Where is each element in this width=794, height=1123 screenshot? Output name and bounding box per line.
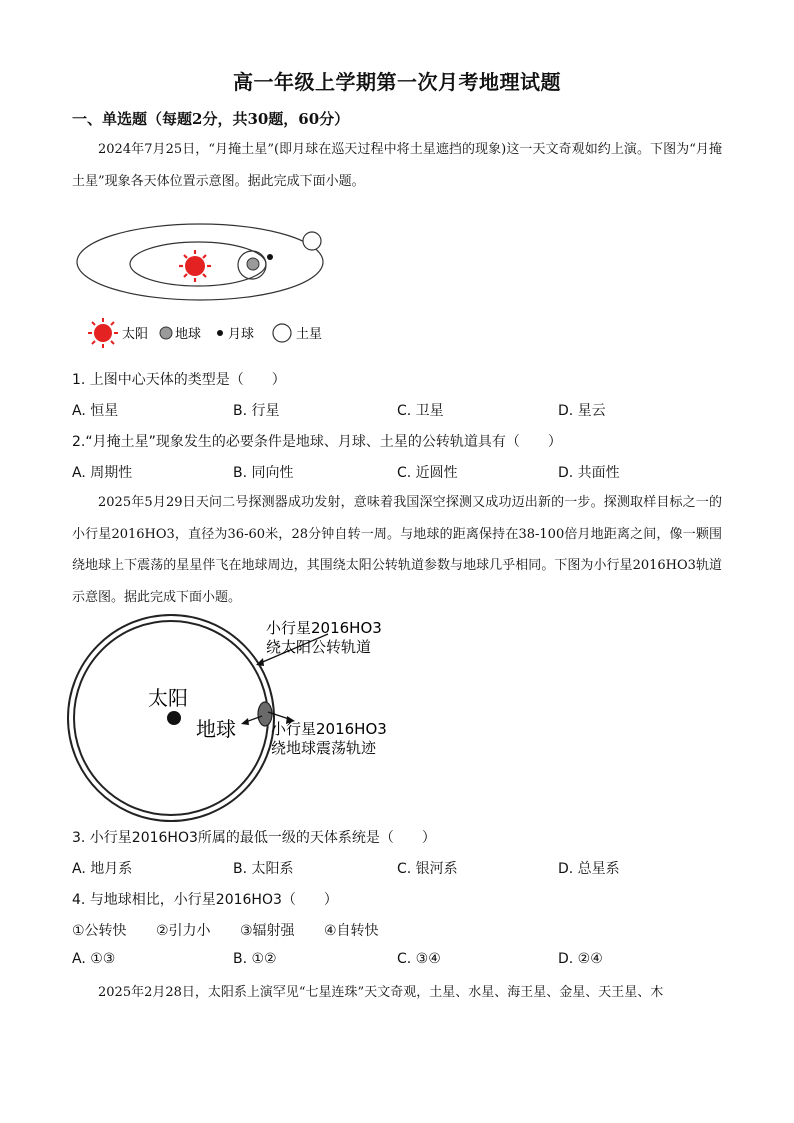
- q4-item-1: ①公转快: [72, 923, 127, 939]
- q4-item-3: ③辐射强: [240, 923, 295, 939]
- earth-pointer-arrowhead: [241, 718, 249, 725]
- legend: [88, 318, 322, 348]
- q3-option-a[interactable]: A. 地月系: [72, 861, 133, 877]
- q2-option-a[interactable]: A. 周期性: [72, 465, 133, 481]
- passage-3: 2025年2月28日，太阳系上演罕见“七星连珠”天文奇观，土星、水星、海王星、金星、天王星、木: [98, 985, 664, 1000]
- q2-option-d[interactable]: D. 共面性: [558, 465, 620, 481]
- q4-item-2: ②引力小: [156, 923, 211, 939]
- legend-earth-icon: [160, 327, 172, 339]
- legend-moon-label: 月球: [228, 327, 255, 342]
- q4-option-a[interactable]: A. ①③: [72, 951, 116, 967]
- label-earth: 地球: [196, 717, 236, 741]
- asteroid-oscillation-ellipse: [258, 702, 272, 726]
- q3-option-d[interactable]: D. 总星系: [558, 861, 620, 877]
- q2-option-b[interactable]: B. 同向性: [233, 465, 294, 481]
- legend-sun-icon: [88, 318, 118, 348]
- legend-saturn-label: 土星: [296, 327, 323, 342]
- passage-2: 2025年5月29日天问二号探测器成功发射，意味着我国深空探测又成功迈出新的一步。探测取样目标之一的小行星2016HO3，直径为36-60米，28分钟自转一周。与地球的距离保持在38-100倍月地距离之间，像一颗围绕地球上下震荡的星星伴飞在地球周边，其围绕太阳公转轨道参数与地球几乎相同。下图为小行星2016HO3轨道示意图。据此完成下面小题。: [72, 495, 722, 605]
- label-orbit-line-1: 小行星2016HO3: [266, 619, 382, 637]
- q2-option-c[interactable]: C. 近圆性: [397, 465, 458, 481]
- q3-option-c[interactable]: C. 银河系: [397, 861, 458, 877]
- sun-icon: [179, 250, 211, 282]
- saturn-icon: [303, 232, 321, 250]
- legend-moon-icon: [217, 330, 223, 336]
- earth-icon: [247, 258, 259, 270]
- question-2: 2.“月掩土星”现象发生的必要条件是地球、月球、土星的公转轨道具有（ ）: [72, 434, 562, 450]
- question-3: 3. 小行星2016HO3所属的最低一级的天体系统是（ ）: [72, 830, 436, 846]
- section-heading: 一、单选题（每题2分，共30题，60分）: [72, 110, 350, 128]
- q4-option-b[interactable]: B. ①②: [233, 951, 277, 967]
- q4-option-d[interactable]: D. ②④: [558, 951, 603, 967]
- legend-saturn-icon: [273, 324, 291, 342]
- question-1: 1. 上图中心天体的类型是（ ）: [72, 372, 286, 388]
- label-sun: 太阳: [148, 686, 188, 710]
- q4-item-4: ④自转快: [324, 923, 379, 939]
- q1-option-b[interactable]: B. 行星: [233, 403, 280, 419]
- figure-moon-occult-saturn: [70, 222, 340, 357]
- legend-earth-label: 地球: [175, 327, 202, 342]
- q1-option-c[interactable]: C. 卫星: [397, 403, 444, 419]
- figure-asteroid-orbit: [66, 612, 406, 827]
- q4-option-c[interactable]: C. ③④: [397, 951, 441, 967]
- sun-icon: [167, 711, 181, 725]
- moon-icon: [267, 254, 273, 260]
- q1-option-d[interactable]: D. 星云: [558, 403, 606, 419]
- label-oscillation-line-2: 绕地球震荡轨迹: [271, 739, 377, 757]
- legend-sun-label: 太阳: [122, 327, 149, 342]
- label-orbit-line-2: 绕太阳公转轨道: [266, 638, 372, 656]
- q1-option-a[interactable]: A. 恒星: [72, 403, 119, 419]
- page-title: 高一年级上学期第一次月考地理试题: [233, 70, 561, 94]
- passage-1: 2024年7月25日，“月掩土星”(即月球在巡天过程中将土星遮挡的现象)这一天文奇观如约上演。下图为“月掩土星”现象各天体位置示意图。据此完成下面小题。: [72, 142, 722, 189]
- question-4: 4. 与地球相比，小行星2016HO3（ ）: [72, 892, 338, 908]
- q3-option-b[interactable]: B. 太阳系: [233, 861, 294, 877]
- label-oscillation-line-1: 小行星2016HO3: [271, 720, 387, 738]
